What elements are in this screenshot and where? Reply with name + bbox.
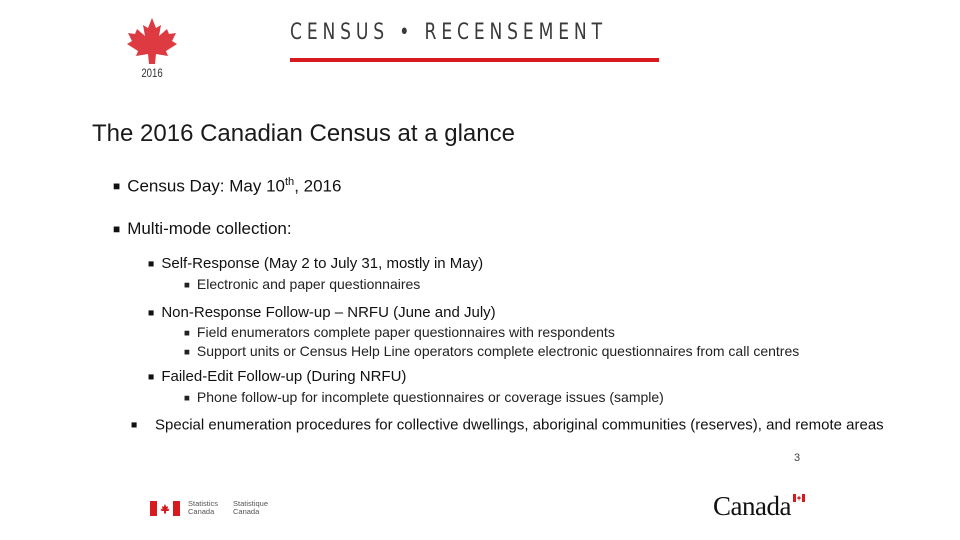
logo-year: 2016: [141, 66, 163, 80]
failed-edit-sub-text: Phone follow-up for incomplete questionnaires or coverage issues (sample): [196, 389, 664, 405]
special-text: Special enumeration procedures for collective dwellings, aboriginal communities (reserves), and remote areas: [155, 416, 884, 434]
maple-leaf-icon: [122, 16, 182, 66]
bullet-icon: ■: [184, 279, 190, 291]
nrfu-sub-text: Support units or Census Help Line operators complete electronic questionnaires from call centres: [196, 343, 800, 359]
bullet-self-response-sub: [184, 276, 420, 292]
bullet-failed-edit-sub: [184, 389, 664, 405]
bullet-icon: ■: [184, 327, 190, 339]
census-logo: [122, 16, 182, 82]
footer-org-fr-line: Canada: [233, 507, 260, 516]
bullet-icon: ■: [148, 257, 155, 270]
nrfu-sub-text: Field enumerators complete paper questionnaires with respondents: [196, 324, 615, 340]
bullet-census-day: [113, 176, 341, 197]
canada-flag-icon: [150, 501, 180, 516]
footer-org-fr: [233, 500, 268, 516]
census-day-sup: th: [284, 176, 295, 188]
bullet-icon: ■: [184, 392, 190, 404]
bullet-nrfu-sub-1: [184, 324, 615, 340]
census-day-text: Census Day: May 10: [127, 176, 285, 196]
census-day-year: , 2016: [294, 176, 342, 196]
bullet-failed-edit: [148, 368, 406, 385]
self-response-text: Self-Response (May 2 to July 31, mostly in May): [161, 255, 484, 272]
footer-org-en-line: Canada: [188, 507, 215, 516]
bullet-icon: ■: [184, 346, 190, 358]
wordmark-flag-icon: [793, 494, 805, 502]
footer-org-fr-line: Statistique: [233, 499, 269, 508]
footer-org-en: [188, 500, 218, 516]
canada-wordmark: Canada: [713, 491, 791, 521]
bullet-icon: ■: [148, 370, 155, 383]
header-rule: [290, 58, 659, 62]
page-number: 3: [794, 452, 801, 464]
bullet-self-response: [148, 255, 483, 272]
nrfu-text: Non-Response Follow-up – NRFU (June and July): [161, 304, 496, 321]
slide-title: The 2016 Canadian Census at a glance: [92, 120, 515, 147]
self-response-sub-text: Electronic and paper questionnaires: [196, 276, 421, 292]
bullet-multimode: [113, 219, 292, 239]
bullet-special: ■ Special enumeration procedures for collective dwellings, aboriginal communities (reserves), and remote areas: [131, 416, 884, 434]
footer-org-en-line: Statistics: [188, 499, 219, 508]
header-title: CENSUS • RECENSEMENT: [290, 20, 607, 45]
failed-edit-text: Failed-Edit Follow-up (During NRFU): [161, 368, 407, 385]
bullet-icon: ■: [113, 221, 121, 236]
multimode-text: Multi-mode collection:: [127, 219, 292, 238]
bullet-nrfu-sub-2: [184, 343, 799, 359]
bullet-icon: ■: [148, 306, 155, 319]
bullet-icon: ■: [113, 179, 121, 194]
bullet-nrfu: [148, 304, 496, 321]
